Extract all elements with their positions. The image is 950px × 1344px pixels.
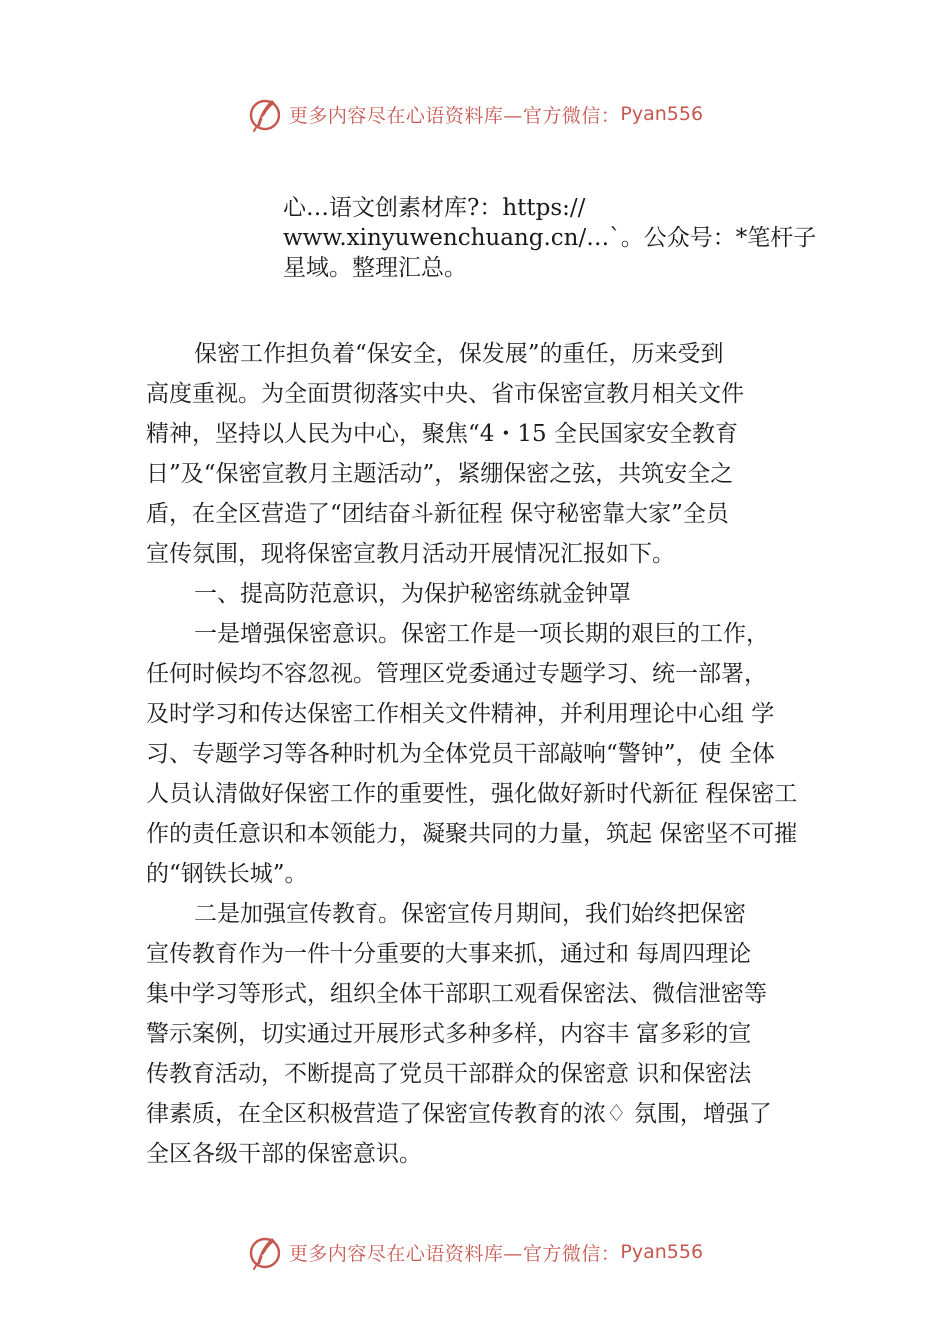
footer-banner-text: 更多内容尽在心语资料库—官方微信： — [288, 1242, 621, 1265]
paragraph-line: 传教育活动，不断提高了党员干部群众的保密意 识和保密法 — [146, 1061, 752, 1087]
source-note-line: 星域。整理汇总。 — [283, 255, 467, 281]
paragraph-line: 全区各级干部的保密意识。 — [146, 1141, 422, 1167]
document-body — [146, 334, 836, 1174]
paragraph-line: 警示案例，切实通过开展形式多种多样，内容丰 富多彩的宣 — [146, 1021, 752, 1047]
paragraph-line: 作的责任意识和本领能力，凝聚共同的力量，筑起 保密坚不可摧 — [146, 821, 798, 847]
paragraph-line: 习、专题学习等各种时机为全体党员干部敲响“警钟”，使 全体 — [146, 741, 775, 767]
paragraph-line: 日”及“保密宣教月主题活动”，紧绷保密之弦，共筑安全之 — [146, 461, 734, 487]
source-note-line: www.xinyuwenchuang.cn/…`。公众号：*笔杆子 — [283, 225, 817, 251]
paragraph-line: 任何时候均不容忽视。管理区党委通过专题学习、统一部署， — [146, 661, 767, 687]
paragraph-line: 高度重视。为全面贯彻落实中央、省市保密宣教月相关文件 — [146, 381, 744, 407]
footer-wechat-id: Pyan556 — [620, 1241, 704, 1263]
paragraph-line: 盾，在全区营造了“团结奋斗新征程 保守秘密靠大家”全员 — [146, 501, 729, 527]
paragraph-line: 保密工作担负着“保安全，保发展”的重任，历来受到 — [194, 341, 724, 367]
paragraph-line: 二是加强宣传教育。保密宣传月期间，我们始终把保密 — [194, 901, 746, 927]
quill-logo-icon — [245, 94, 285, 134]
paragraph-line: 的“钢铁长城”。 — [146, 861, 308, 887]
header-banner — [0, 92, 950, 136]
paragraph-line: 人员认清做好保密工作的重要性，强化做好新时代新征 程保密工 — [146, 781, 798, 807]
section-heading: 一、提高防范意识，为保护秘密练就金钟罩 — [194, 581, 631, 607]
quill-logo-icon — [245, 1232, 285, 1272]
source-note-line: 心…语文创素材库?：https:// — [283, 195, 586, 221]
paragraph-line: 精神，坚持以人民为中心，聚焦“4・15 全民国家安全教育 — [146, 421, 738, 447]
paragraph-line: 及时学习和传达保密工作相关文件精神，并利用理论中心组 学 — [146, 701, 775, 727]
header-wechat-id: Pyan556 — [620, 103, 704, 125]
source-note — [283, 193, 843, 283]
header-banner-text: 更多内容尽在心语资料库—官方微信： — [288, 104, 621, 127]
paragraph-line: 宣传氛围，现将保密宣教月活动开展情况汇报如下。 — [146, 541, 675, 567]
paragraph-line: 律素质，在全区积极营造了保密宣传教育的浓♢ 氛围，增强了 — [146, 1101, 772, 1127]
footer-banner — [0, 1230, 950, 1274]
paragraph-line: 集中学习等形式，组织全体干部职工观看保密法、微信泄密等 — [146, 981, 767, 1007]
paragraph-line: 宣传教育作为一件十分重要的大事来抓，通过和 每周四理论 — [146, 941, 752, 967]
paragraph-line: 一是增强保密意识。保密工作是一项长期的艰巨的工作， — [194, 621, 769, 647]
